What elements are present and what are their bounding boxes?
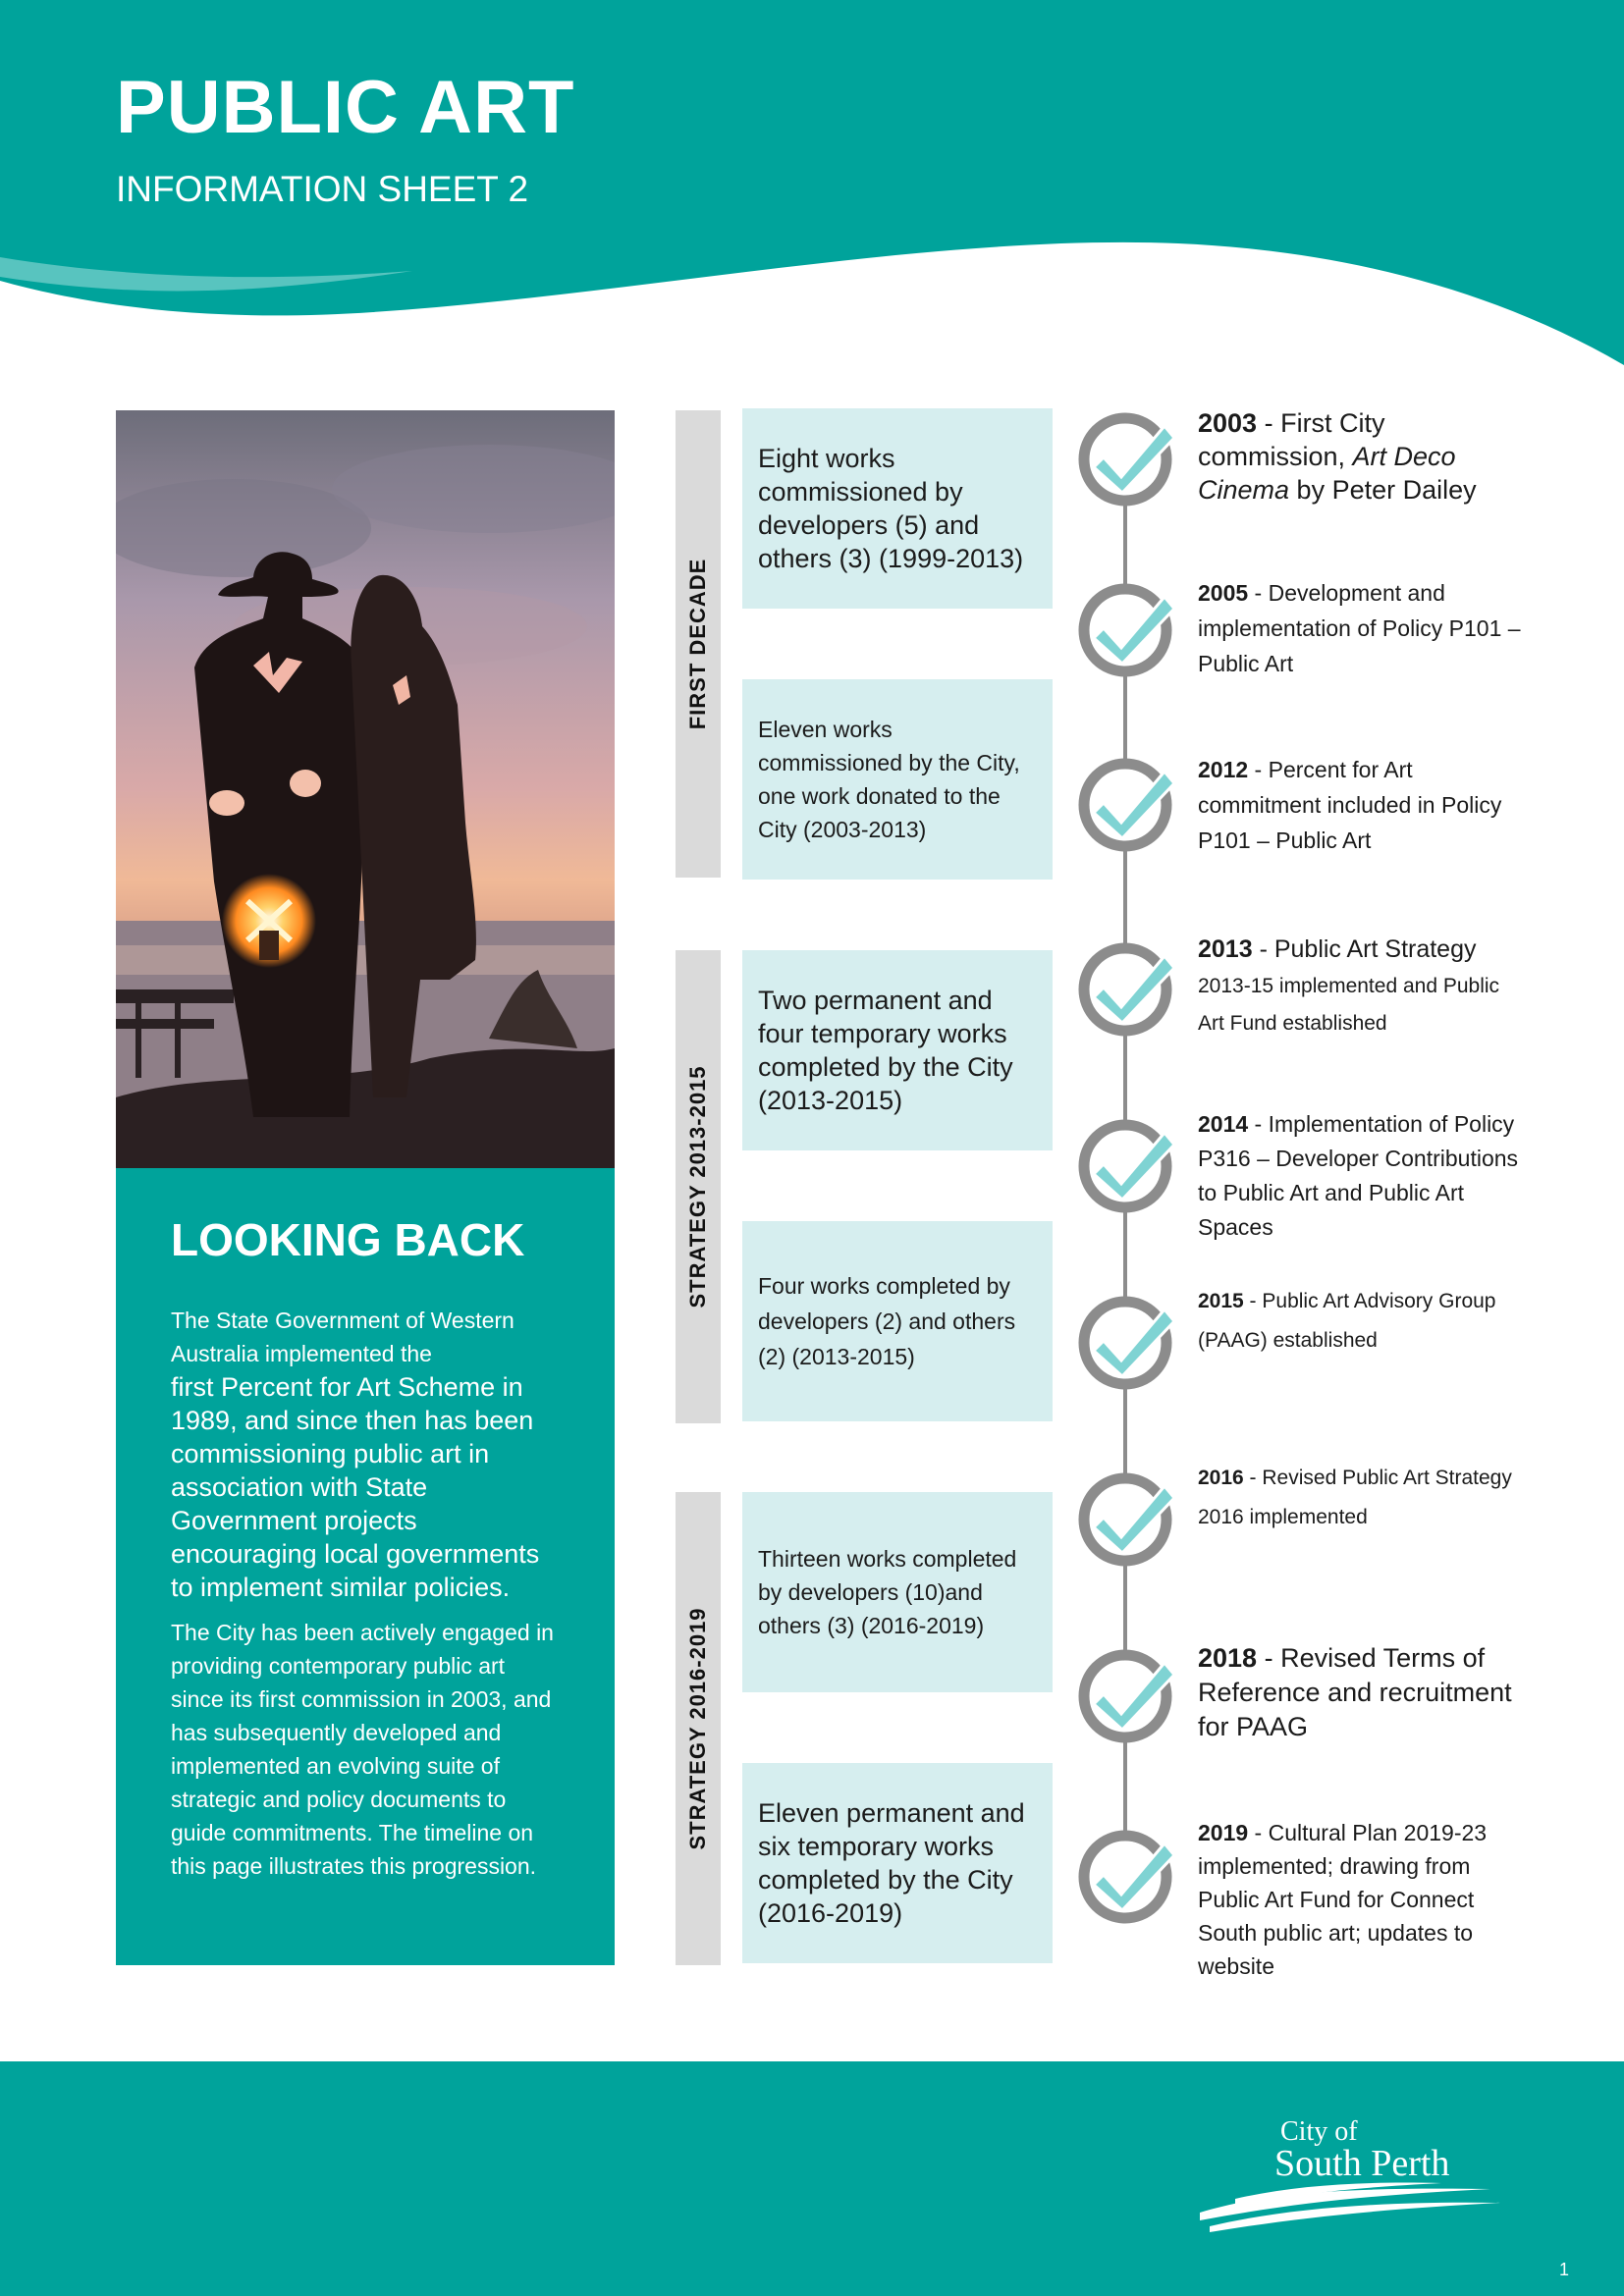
timeline-year: 2013	[1198, 935, 1253, 963]
city-of-south-perth-logo	[1196, 2110, 1510, 2238]
timeline-year: 2019	[1198, 1820, 1249, 1845]
looking-back-title: LOOKING BACK	[171, 1214, 525, 1265]
timeline-text: - Revised Public Art Strategy 2016 implemented	[1198, 1467, 1512, 1528]
timeline-entry-2012	[1198, 752, 1522, 858]
timeline-entry-2003	[1198, 406, 1522, 507]
sunset-silhouette-photo	[116, 410, 615, 1168]
timeline-year: 2014	[1198, 1111, 1249, 1137]
timeline-year: 2003	[1198, 408, 1258, 438]
timeline-year: 2015	[1198, 1290, 1244, 1312]
looking-back-intro: The State Government of Western Australia implemented the	[171, 1308, 514, 1366]
timeline-entry-2015	[1198, 1282, 1522, 1361]
timeline-entry-2019	[1198, 1816, 1522, 1983]
info-box	[742, 1221, 1053, 1421]
logo-line-2: South Perth	[1274, 2143, 1450, 2184]
timeline-text: by Peter Dailey	[1289, 475, 1477, 505]
timeline-text: - Cultural Plan 2019-23 implemented; drawing from Public Art Fund for Connect South public art; updates to website	[1198, 1820, 1488, 1979]
check-circle-icon	[1076, 1826, 1178, 1928]
looking-back-city: The City has been actively engaged in providing contemporary public art since its first commission in 2003, and has subsequently developed and implemented an evolving suite of strategic and policy documents to guide commitments. The timeline on this page illustrates this progression.	[171, 1620, 554, 1879]
timeline-text: - Implementation of Policy P316 – Developer Contributions to Public Art and Public Art Spaces	[1198, 1111, 1519, 1240]
phase-bar-strategy-2013-2015	[676, 950, 721, 1423]
phase-label: STRATEGY 2013-2015	[685, 1065, 710, 1308]
info-box	[742, 679, 1053, 880]
timeline-text: - First City commission,	[1198, 408, 1385, 471]
info-box	[742, 1492, 1053, 1692]
looking-back-panel	[116, 1168, 615, 1965]
logo-line-1: City of	[1280, 2116, 1358, 2147]
info-box-text: Eleven permanent and six temporary works completed by the City (2016-2019)	[758, 1798, 1025, 1928]
check-circle-icon	[1076, 1645, 1178, 1747]
timeline-entry-2018	[1198, 1641, 1522, 1744]
timeline-entry-2014	[1198, 1107, 1522, 1245]
timeline-year: 2012	[1198, 757, 1249, 782]
page-title: PUBLIC ART	[116, 66, 575, 149]
info-box	[742, 1763, 1053, 1963]
timeline-text: - Public Art Advisory Group (PAAG) established	[1198, 1290, 1496, 1352]
timeline-text: - Revised Terms of Reference and recruitment for PAAG	[1198, 1643, 1512, 1741]
timeline-text: - Public Art Strategy	[1252, 935, 1477, 963]
info-box-text: Eight works commissioned by developers (5) and others (3) (1999-2013)	[758, 444, 1024, 573]
phase-label: STRATEGY 2016-2019	[685, 1607, 710, 1850]
timeline-text: - Development and implementation of Policy P101 – Public Art	[1198, 580, 1521, 676]
timeline-text: 2013-15 implemented and Public Art Fund established	[1198, 975, 1500, 1035]
check-circle-icon	[1076, 1115, 1178, 1217]
timeline-entry-2013	[1198, 931, 1522, 1042]
page-subtitle: INFORMATION SHEET 2	[116, 169, 529, 209]
page-number: 1	[1559, 2260, 1570, 2279]
timeline-entry-2016	[1198, 1459, 1522, 1537]
phase-label: FIRST DECADE	[685, 558, 710, 730]
check-circle-icon	[1076, 579, 1178, 681]
info-box	[742, 408, 1053, 609]
artwork-title: Art Deco Cinema	[1198, 442, 1456, 505]
check-circle-icon	[1076, 1292, 1178, 1394]
check-circle-icon	[1076, 1468, 1178, 1571]
info-box-text: Four works completed by developers (2) and others (2) (2013-2015)	[758, 1273, 1016, 1369]
timeline-year: 2016	[1198, 1467, 1244, 1489]
timeline-year: 2005	[1198, 580, 1249, 606]
timeline-entry-2005	[1198, 575, 1522, 681]
timeline-year: 2018	[1198, 1643, 1258, 1673]
info-box	[742, 950, 1053, 1150]
page-header	[0, 0, 1624, 373]
check-circle-icon	[1076, 408, 1178, 510]
info-box-text: Thirteen works completed by developers (10)and others (3) (2016-2019)	[758, 1546, 1017, 1638]
info-box-text: Two permanent and four temporary works completed by the City (2013-2015)	[758, 986, 1013, 1115]
timeline-text: - Percent for Art commitment included in Policy P101 – Public Art	[1198, 757, 1502, 853]
info-box-text: Eleven works commissioned by the City, one work donated to the City (2003-2013)	[758, 717, 1020, 842]
check-circle-icon	[1076, 938, 1178, 1041]
phase-bar-first-decade	[676, 410, 721, 878]
phase-bar-strategy-2016-2019	[676, 1492, 721, 1965]
looking-back-scheme: first Percent for Art Scheme in 1989, and since then has been commissioning public art in association with State Government projects encouraging local governments to implement similar policies.	[171, 1372, 540, 1602]
check-circle-icon	[1076, 754, 1178, 856]
